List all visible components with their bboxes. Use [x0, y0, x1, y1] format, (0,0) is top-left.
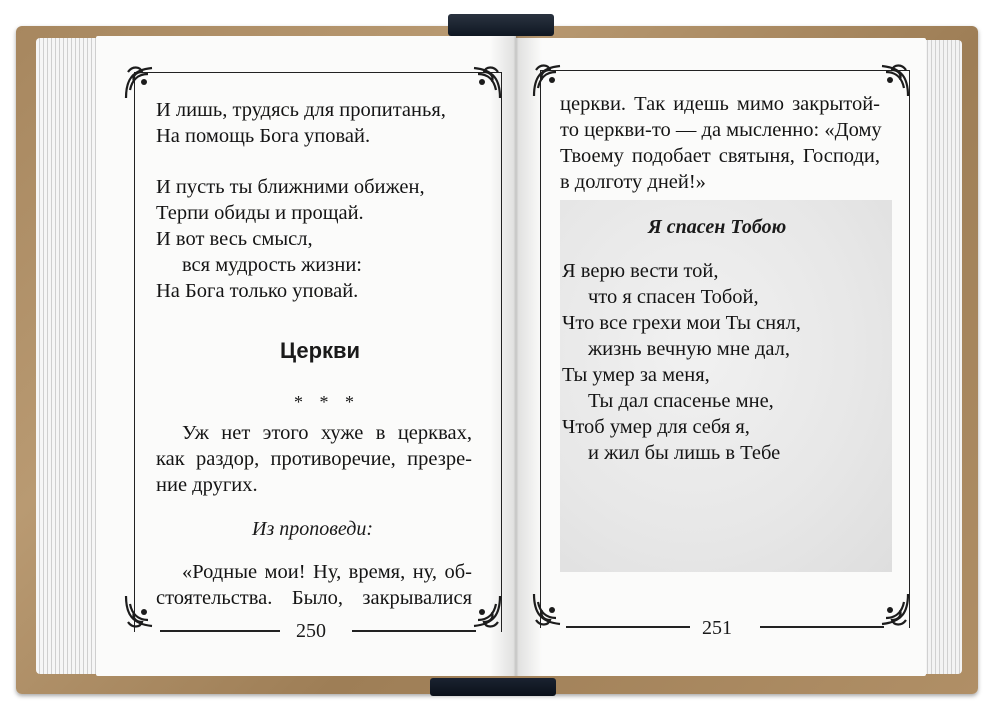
- prose-line: то церкви-то — да мысленно: «Дому: [560, 119, 882, 141]
- page-number: 250: [296, 620, 326, 642]
- poem-line: жизнь вечную мне дал,: [588, 338, 791, 360]
- section-stars: * * *: [294, 392, 360, 412]
- corner-ornament-icon: [872, 590, 912, 630]
- page-number: 251: [702, 617, 732, 639]
- paragraph-line: ние других.: [156, 474, 258, 496]
- corner-ornament-icon: [530, 590, 570, 630]
- poem-line: Ты дал спасенье мне,: [588, 390, 774, 412]
- poem-line: Что все грехи мои Ты снял,: [562, 312, 801, 334]
- poem-line: Чтоб умер для себя я,: [562, 416, 750, 438]
- sermon-line: стоятельства. Было, закрывалися: [156, 587, 472, 609]
- corner-ornament-icon: [122, 62, 162, 102]
- prose-line: церкви. Так идешь мимо закрытой-: [560, 93, 880, 115]
- prose-line: Твоему подобает святыня, Господи,: [560, 145, 880, 167]
- corner-ornament-icon: [464, 62, 504, 102]
- poem-line: Я верю вести той,: [562, 260, 719, 282]
- paragraph-line: как раздор, противоречие, презре-: [156, 448, 472, 470]
- poem-line: И пусть ты ближними обижен,: [156, 176, 425, 198]
- footer-rule: [352, 630, 476, 632]
- poem-line: И лишь, трудясь для пропитанья,: [156, 99, 446, 121]
- poem-line: что я спасен Тобой,: [588, 286, 759, 308]
- poem-line: Терпи обиды и прощай.: [156, 202, 364, 224]
- poem-line: и жил бы лишь в Тебе: [588, 442, 781, 464]
- spine-top: [448, 14, 554, 36]
- poem-line: На помощь Бога уповай.: [156, 125, 371, 147]
- footer-rule: [160, 630, 280, 632]
- poem-line: На Бога только уповай.: [156, 280, 359, 302]
- spine-bottom: [430, 678, 556, 696]
- sermon-line: «Родные мои! Ну, время, ну, об-: [182, 561, 472, 583]
- poem-line: И вот весь смысл,: [156, 228, 313, 250]
- poem-line: Ты умер за меня,: [562, 364, 710, 386]
- poem-subtitle: Я спасен Тобою: [648, 216, 787, 238]
- paragraph-line: Уж нет этого хуже в церквах,: [182, 422, 472, 444]
- sermon-label: Из проповеди:: [252, 518, 374, 540]
- poem-line: вся мудрость жизни:: [182, 254, 362, 276]
- footer-rule: [566, 626, 690, 628]
- prose-line: в долготу дней!»: [560, 171, 706, 193]
- footer-rule: [760, 626, 884, 628]
- section-title: Церкви: [280, 338, 361, 363]
